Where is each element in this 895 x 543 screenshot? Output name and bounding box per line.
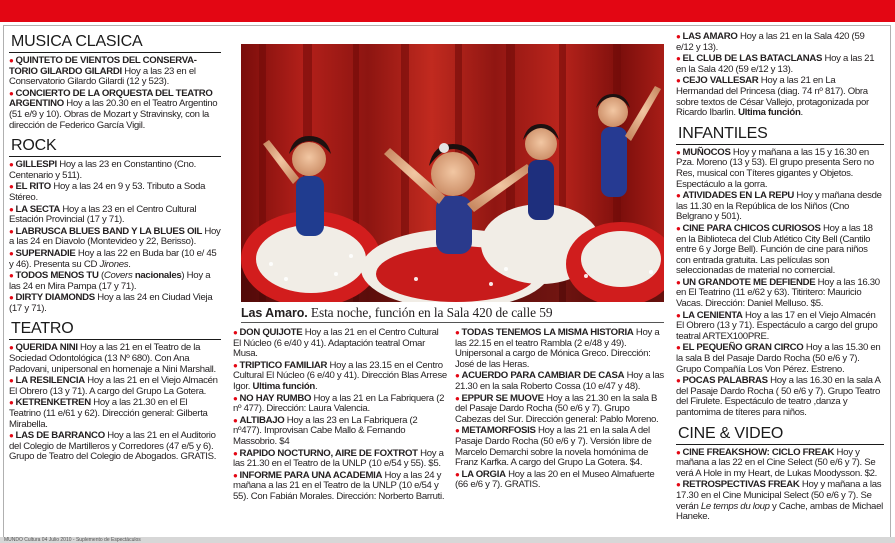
column-left xyxy=(9,32,221,534)
bullet-icon: ● xyxy=(9,56,14,65)
listing-entry xyxy=(233,416,448,448)
bottom-strip xyxy=(0,537,895,543)
listing-body: Hoy y mañana desde las 11.30 en la República de los Niños (Cno Belgrano y 501). xyxy=(676,190,882,223)
bullet-icon: ● xyxy=(9,431,14,441)
listing-entry xyxy=(233,394,448,415)
listing-italic: Le temps du loup xyxy=(700,500,770,512)
listing-body: Hoy a las 23 en La Fabriquera (2 nº477). Improvisan Cabe Mallo & Fernando Massobrio. $4 xyxy=(233,414,418,447)
listing-title: SUPERNADIE xyxy=(15,247,76,259)
bullet-icon: ● xyxy=(676,376,681,386)
bullet-icon: ● xyxy=(676,223,681,233)
listing-title: LAS AMARO xyxy=(682,32,738,42)
musica-clasica-list xyxy=(9,56,221,131)
bullet-icon: ● xyxy=(676,277,681,287)
listing-entry xyxy=(455,470,667,491)
listing-title: POCAS PALABRAS xyxy=(682,375,768,387)
bullet-icon: ● xyxy=(676,310,681,320)
listing-title: RETROSPECTIVAS FREAK xyxy=(682,479,800,491)
listing-entry xyxy=(233,361,448,393)
listing-body: Hoy a las 21.30 en la sala B del Pasaje Dardo Rocha (50 e/6 y 7). Grupo Cabezas del Sur. Dirección general: Pablo Moreno. xyxy=(455,392,659,425)
listing-body: Hoy a las 21.30 en el El Teatrino (11 e/61 y 62). Dirección general: Gilberta Mirabella. xyxy=(9,397,208,430)
listing-entry xyxy=(9,376,221,397)
listing-body: Hoy a las 21 en La Hermandad del Princesa (diag. 74 nº 817). Obra sobre textos de César Vallejo, protagonizada por Ricardo Ibarlin. xyxy=(676,75,869,119)
bullet-icon: ● xyxy=(676,54,681,64)
bullet-icon: ● xyxy=(9,343,14,353)
bullet-icon: ● xyxy=(455,371,460,381)
listing-entry xyxy=(9,431,221,463)
photo-caption xyxy=(241,305,664,321)
listing-body: Hoy a las 24 en Ciudad Vieja (17 y 71). xyxy=(9,292,213,314)
section-header-musica-clasica: MUSICA CLASICA xyxy=(9,32,221,53)
bullet-icon: ● xyxy=(676,32,681,41)
listing-body: Hoy a las 21 en el Auditorio del Colegio de Martilleros y Corredores (47 e/5 y 6). Grupo de Teatro del Colegio de Abogados. GRATIS. xyxy=(9,430,217,463)
bullet-icon: ● xyxy=(9,226,14,236)
listing-entry xyxy=(676,224,884,277)
listing-title: GILLESPI xyxy=(15,159,57,171)
listing-entry xyxy=(455,394,667,426)
listing-body: Hoy a las 21 en el Viejo Almacén El Obrero (13 y 71). A cargo del Grupo La Gotera. xyxy=(9,375,218,397)
bullet-icon: ● xyxy=(233,415,238,425)
listing-body: Hoy a las 20.30 en el Teatro Argentino (51 e/9 y 10). Obras de Mozart y Stravinsky, con la dirección de Federico García Vigil. xyxy=(9,98,218,131)
listing-body: Hoy a las 21.30 en la sala Roberto Cossa (10 e/47 y 48). xyxy=(455,370,664,392)
bullet-icon: ● xyxy=(233,470,238,480)
listing-title: QUERIDA NINI xyxy=(15,342,78,354)
listing-entry xyxy=(455,328,667,370)
listing-body: Hoy a las 23 en el Centro Cultural Estación Provincial (17 y 71). xyxy=(9,203,197,226)
listing-body: Hoy a las 21.30 en el Teatro de la UNLP (10 e/54 y 55). $5. xyxy=(233,447,444,470)
listing-body: Hoy a las 21 en la sala A del Pasaje Dardo Rocha (50 e/6 y 7). Versión libre de Marcelo Demarchi sobre la novela homónima de Franz Karfka. A cargo del Grupo La Gotera. $4. xyxy=(455,425,652,469)
listing-body: Hoy a las 18 en la Biblioteca del Club Atlético City Bell (Cantilo entre 6 y Jorge Bell). Función de cine para niños con entrada gratuita. Las películas son seleccionadas de material no comercial. xyxy=(676,222,873,277)
bullet-icon: ● xyxy=(233,328,238,337)
listing-title: KETRENKETREN xyxy=(15,397,91,409)
listing-title: LA RESILENCIA xyxy=(15,375,85,387)
listing-entry xyxy=(9,56,221,88)
bullet-icon: ● xyxy=(676,343,681,353)
listing-entry xyxy=(676,148,884,190)
column-center-left xyxy=(233,328,448,534)
bullet-icon: ● xyxy=(9,204,14,214)
bullet-icon: ● xyxy=(676,147,681,157)
listing-entry xyxy=(676,278,884,310)
caption-text: Esta noche, función en la Sala 420 de calle 59 xyxy=(307,305,553,320)
listing-title: NO HAY RUMBO xyxy=(239,392,312,404)
listing-title: RAPIDO NOCTURNO, AIRE DE FOXTROT xyxy=(239,447,418,459)
listing-body: Hoy y mañana a las 22 en el Cine Select (50 e/6 y 7). Se verá A Hole in my Heart, de Lukas Moodysson. $2. xyxy=(676,446,878,479)
section-header-infantiles: INFANTILES xyxy=(676,124,884,145)
listing-body: Hoy a las 17 en el Viejo Almacén El Obrero (13 y 71). Espectáculo a cargo del grupo teatral ARTEX100PRE. xyxy=(676,309,878,342)
listing-entry xyxy=(9,249,221,270)
listing-bold-note: Ultima función xyxy=(738,107,801,119)
listing-title: EL RITO xyxy=(15,181,51,193)
listing-entry xyxy=(455,371,667,392)
listing-entry xyxy=(9,293,221,314)
caption-divider xyxy=(241,322,664,323)
listing-tail: . xyxy=(800,107,803,119)
listing-body: Hoy a las 21 en el Teatro de la Sociedad Odontológica (13 Nº 680). Con Ana Padovani, unipersonal en homenaje a Nini Marshall. xyxy=(9,342,216,375)
listing-entry xyxy=(455,426,667,468)
bullet-icon: ● xyxy=(233,393,238,403)
listing-title: QUINTETO DE VIENTOS DEL CONSERVA-TORIO GILARDO GILARDI xyxy=(9,55,197,77)
column-center-right xyxy=(455,328,667,534)
bullet-icon: ● xyxy=(676,447,681,457)
listing-tail: . xyxy=(128,258,131,270)
listing-entry xyxy=(9,160,221,181)
bullet-icon: ● xyxy=(455,328,460,337)
section-header-rock: ROCK xyxy=(9,136,221,157)
listing-title: EL CLUB DE LAS BATACLANAS xyxy=(682,53,823,65)
listing-body: ( xyxy=(98,270,104,282)
listing-body: Hoy a las 23.15 en el Centro Cultural El Núcleo (6 e/40 y 41). Dirección Blas Arrese Igor. xyxy=(233,359,447,392)
listing-body: Hoy y mañana a las 17.30 en el Cine Municipal Select (50 e/6 y 7). Se verán xyxy=(676,479,882,512)
listing-entry xyxy=(9,271,221,292)
listing-title: CINE PARA CHICOS CURIOSOS xyxy=(682,222,821,234)
footer-text: MUNDO Cultura 04 Julio 2010 - Suplemento de Espectáculos xyxy=(4,537,141,543)
listing-italic: Covers xyxy=(103,270,133,282)
listing-entry xyxy=(9,227,221,248)
listing-entry xyxy=(676,343,884,375)
listing-title: LA ORGIA xyxy=(461,468,506,480)
listing-body: Hoy a las 21 en el Centro Cultural El Núcleo (6 e/40 y 41). Adaptación teatral Omar Musa. xyxy=(233,328,439,360)
listing-body: Hoy a las 21 en La Fabriquera (2 nº 477). Dirección: Laura Valencia. xyxy=(233,392,445,415)
listing-body: Hoy a las 24 y mañana a las 21 en el Teatro de la UNLP (10 e/54 y 55). Con Fabián Morales. Dirección: Norberto Barruti. xyxy=(233,469,445,502)
listing-tail: . xyxy=(314,380,318,392)
listing-title: INFORME PARA UNA ACADEMIA xyxy=(239,469,383,481)
teatro-continued-list-c xyxy=(676,32,884,119)
bullet-icon: ● xyxy=(676,480,681,490)
listing-title: LABRUSCA BLUES BAND Y LA BLUES OIL xyxy=(15,225,203,237)
listing-body: Hoy a las 23 en Constantino (Cno. Centenario y 511). xyxy=(9,159,196,181)
listing-entry xyxy=(9,398,221,430)
bullet-icon: ● xyxy=(676,191,681,201)
listing-title: UN GRANDOTE ME DEFIENDE xyxy=(682,276,816,288)
listing-bold-note: nacionales xyxy=(132,270,182,282)
listing-bold-note: Ultima función xyxy=(252,380,315,392)
listing-body: Hoy a las 24 en 9 y 53. Tributo a Soda Stéreo. xyxy=(9,181,206,203)
bullet-icon: ● xyxy=(9,248,14,258)
listing-entry xyxy=(676,311,884,343)
listing-tail: y Cache, ambas de Michael Haneke. xyxy=(676,500,883,523)
bullet-icon: ● xyxy=(455,426,460,436)
rock-list xyxy=(9,160,221,314)
bullet-icon: ● xyxy=(676,76,681,86)
listing-body: Hoy a las 22 en Buda bar (10 e/ 45 y 46). Presenta su CD xyxy=(9,247,217,270)
listing-body: Hoy a las 21 en la Sala 420 (59 e/12 y 13). xyxy=(676,53,875,75)
listing-title: MUÑOCOS xyxy=(682,146,731,158)
listing-italic: Jirones xyxy=(99,258,129,270)
listing-title: ALTIBAJO xyxy=(239,414,285,426)
listing-title: CONCIERTO DE LA ORQUESTA DEL TEATRO ARGENTINO xyxy=(9,87,213,110)
bullet-icon: ● xyxy=(9,398,14,408)
listing-entry xyxy=(9,89,221,131)
listing-entry xyxy=(233,449,448,470)
listing-tail: ) Hoy a las 24 en Mira Pampa (17 y 71). xyxy=(9,270,211,292)
listing-title: EPPUR SE MUOVE xyxy=(461,392,544,404)
cine-video-list xyxy=(676,448,884,523)
listing-body: Hoy a las 16.30 en El Teatrino (11 e/62 y 63). Titiritero: Mauricio Vacas. Dirección: Daniel Melluso. $5. xyxy=(676,276,880,310)
listing-title: METAMORFOSIS xyxy=(461,425,536,437)
listing-entry xyxy=(676,76,884,118)
bullet-icon: ● xyxy=(233,448,238,458)
listing-entry xyxy=(9,205,221,226)
listing-body: Hoy a las 24 en Diavolo (Montevideo y 22, Berisso). xyxy=(9,225,221,248)
column-right xyxy=(676,32,884,534)
listing-title: CEJO VALLESAR xyxy=(682,75,759,87)
bullet-icon: ● xyxy=(9,271,14,281)
listing-entry xyxy=(676,480,884,522)
listing-entry xyxy=(9,343,221,375)
listing-title: TODOS MENOS TU xyxy=(15,270,99,282)
teatro-list xyxy=(9,343,221,463)
infantiles-list xyxy=(676,148,884,419)
bullet-icon: ● xyxy=(9,293,14,303)
section-header-teatro: TEATRO xyxy=(9,319,221,340)
bullet-icon: ● xyxy=(9,88,14,98)
listing-entry xyxy=(9,182,221,203)
listing-title: LA CENIENTA xyxy=(682,309,743,321)
bullet-icon: ● xyxy=(455,393,460,403)
bullet-icon: ● xyxy=(9,182,14,192)
dancers-photo xyxy=(241,44,664,302)
listing-body: Hoy a las 23 en el Conservatorio Gilardo Gilardi (12 y 523). xyxy=(9,65,196,88)
caption-name: Las Amaro. xyxy=(241,306,308,320)
listing-title: TODAS TENEMOS LA MISMA HISTORIA xyxy=(461,328,634,338)
listing-title: ATIVIDADES EN LA REPU xyxy=(682,190,795,202)
listing-entry xyxy=(676,54,884,75)
listing-title: ACUERDO PARA CAMBIAR DE CASA xyxy=(461,370,625,382)
bullet-icon: ● xyxy=(9,376,14,386)
listing-entry xyxy=(676,191,884,223)
listing-entry xyxy=(676,448,884,480)
listing-entry xyxy=(676,376,884,418)
listing-entry xyxy=(233,328,448,360)
top-red-bar xyxy=(0,0,895,22)
bullet-icon: ● xyxy=(455,469,460,479)
listing-title: LAS DE BARRANCO xyxy=(15,430,105,442)
listing-body: Hoy y mañana a las 15 y 16.30 en Pza. Moreno (13 y 53). El grupo presenta Sero no Res, musical con Títeres gigantes y Objetos. Espectáculo a la gorra. xyxy=(676,146,874,190)
bullet-icon: ● xyxy=(9,160,14,170)
listing-title: CINE FREAKSHOW: CICLO FREAK xyxy=(682,446,835,458)
section-header-cine-video: CINE & VIDEO xyxy=(676,424,884,445)
listing-body: Hoy a las 22.15 en el teatro Rambla (2 e/48 y 49). Unipersonal a cargo de Mónica Greco. Dirección: José de las Heras. xyxy=(455,328,660,370)
listing-body: Hoy a las 16.30 en la sala A del Pasaje Dardo Rocha ( 50 e/6 y 7). Grupo Teatro del Firulete. Espectáculo de teatro ,danza y pantomima de títeres para niños. xyxy=(676,375,881,418)
bullet-icon: ● xyxy=(233,360,238,370)
teatro-continued-list-b xyxy=(455,328,667,491)
listing-title: DIRTY DIAMONDS xyxy=(15,292,95,304)
listing-title: LA SECTA xyxy=(15,203,61,215)
listing-title: EL PEQUEÑO GRAN CIRCO xyxy=(682,342,804,354)
listing-body: Hoy a las 21 en la Sala 420 (59 e/12 y 13). xyxy=(676,32,865,53)
listing-entry xyxy=(676,32,884,53)
listing-entry xyxy=(233,471,448,503)
teatro-continued-list-a xyxy=(233,328,448,503)
listing-title: TRIPTICO FAMILIAR xyxy=(239,359,328,371)
listing-title: DON QUIJOTE xyxy=(239,328,303,338)
listing-body: Hoy a las 15.30 en la sala B del Pasaje Dardo Rocha (50 e/6 y 7). Grupo Compañía Los Von Pérez. Estreno. xyxy=(676,342,881,375)
listing-body: Hoy a las 20 en el Museo Almafuerte (66 e/6 y 7). GRATIS. xyxy=(455,468,655,491)
